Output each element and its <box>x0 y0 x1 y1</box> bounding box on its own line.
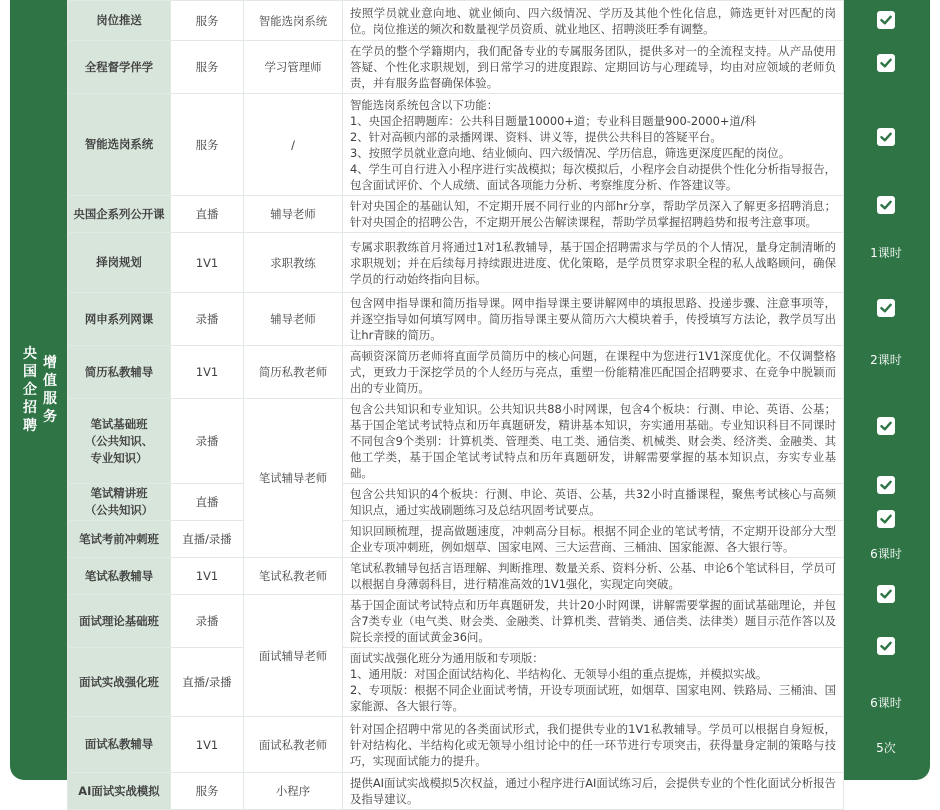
category-label-char: 值 <box>43 373 57 389</box>
table-row <box>68 196 844 233</box>
table-row <box>68 648 844 717</box>
delivery-mode: 直播 <box>171 196 244 233</box>
provider: 面试私教老师 <box>244 717 343 773</box>
delivery-mode: 录播 <box>171 293 244 346</box>
table-row <box>68 41 844 94</box>
provider: 面试辅导老师 <box>244 595 343 717</box>
table-row <box>68 558 844 595</box>
service-table <box>67 0 843 806</box>
service-name: 笔试私教辅导 <box>68 558 171 595</box>
service-description: 智能选岗系统包含以下功能： 1、央国企招聘题库：公共科目题量10000+道；专业科目题量900-2000+道/科 2、针对高顿内部的录播网课、资料、讲义等，提供公共科目的答疑平台。 3、按照学员就业意向地、结业倾向、四六级情况、学历信息，筛选更深度匹配的岗位。 4、学生可自行进入小程序进行实战模拟；每次模拟后，小程序会自动提供个性化分析指导报告，包含面试评价、个人成绩、面试各项能力分析、考察维度分析、作答建议等。 <box>343 94 844 196</box>
table-row <box>68 717 844 773</box>
service-name: 央国企系列公开课 <box>68 196 171 233</box>
service-name: 面试实战强化班 <box>68 648 171 717</box>
service-name: 择岗规划 <box>68 233 171 293</box>
category-label-char: 央 <box>23 346 37 362</box>
service-description: 包含公共知识的4个板块：行测、申论、英语、公基，共32小时直播课程，聚焦考试核心与高频知识点，通过实战刷题练习及总结巩固考试要点。 <box>343 484 844 521</box>
service-description: 在学员的整个学籍期内，我们配备专业的专属服务团队，提供多对一的全流程支持。从产品使用答疑、个性化求职规划，到日常学习的进度跟踪、定期回访与心理疏导，均由对应领域的老师负责，并有服务监督确保体验。 <box>343 41 844 94</box>
service-name: 全程督学伴学 <box>68 41 171 94</box>
table-row <box>68 521 844 558</box>
delivery-mode: 直播 <box>171 484 244 521</box>
category-label-column-1 <box>23 345 37 435</box>
service-name: 笔试基础班 （公共知识、 专业知识） <box>68 399 171 484</box>
included-check-icon <box>843 86 929 188</box>
check-icon <box>877 196 895 214</box>
included-check-icon <box>843 40 929 86</box>
service-name: 岗位推送 <box>68 1 171 41</box>
service-name: 面试私教辅导 <box>68 717 171 773</box>
service-description: 面试实战强化班分为通用版和专项版： 1、通用版：对国企面试结构化、半结构化、无领导小组的重点提炼，并模拟实战。 2、专项版：根据不同企业面试考情，开设专项面试班，如烟草、国家电网、铁路局、三桶油、国家能源、各大银行等。 <box>343 648 844 717</box>
included-check-icon <box>843 384 929 468</box>
delivery-mode: 直播/录播 <box>171 648 244 717</box>
category-label-char: 企 <box>23 382 37 398</box>
provider: 笔试私教老师 <box>244 558 343 595</box>
provider: 笔试辅导老师 <box>244 399 343 558</box>
table-row <box>68 773 844 810</box>
check-icon <box>877 299 895 317</box>
delivery-mode: 1V1 <box>171 717 244 773</box>
table-row <box>68 233 844 293</box>
delivery-mode: 1V1 <box>171 346 244 399</box>
table-row <box>68 595 844 648</box>
provider: 小程序 <box>244 773 343 810</box>
category-label <box>14 0 66 780</box>
service-description: 专属求职教练首月将通过1对1私教辅导，基于国企招聘需求与学员的个人情况，量身定制清晰的求职规划；并在后续每月持续跟进进度、优化策略，是学员贯穿求职全程的私人战略顾问，确保学员的行动始终指向目标。 <box>343 233 844 293</box>
provider: 求职教练 <box>244 233 343 293</box>
provider: 辅导老师 <box>244 293 343 346</box>
provider: 简历私教老师 <box>244 346 343 399</box>
table-row <box>68 346 844 399</box>
table-row <box>68 94 844 196</box>
category-label-char: 国 <box>23 364 37 380</box>
delivery-mode: 录播 <box>171 595 244 648</box>
delivery-mode: 服务 <box>171 41 244 94</box>
category-label-char: 聘 <box>23 418 37 434</box>
provider: 辅导老师 <box>244 196 343 233</box>
table-row <box>68 399 844 484</box>
check-icon <box>877 417 895 435</box>
check-icon <box>877 637 895 655</box>
service-quantity: 6课时 <box>870 695 902 710</box>
table-row <box>68 1 844 41</box>
delivery-mode: 服务 <box>171 94 244 196</box>
included-check-icon <box>843 570 929 618</box>
service-quantity: 2课时 <box>870 352 902 367</box>
included-check-icon <box>843 0 929 40</box>
table-row <box>68 484 844 521</box>
service-quantity: 1课时 <box>870 245 902 260</box>
check-icon <box>877 128 895 146</box>
included-check-icon <box>843 618 929 674</box>
service-quantity: 6课时 <box>870 546 902 561</box>
service-name: 面试理论基础班 <box>68 595 171 648</box>
service-name: 笔试考前冲刺班 <box>68 521 171 558</box>
check-icon <box>877 11 895 29</box>
category-label-char: 招 <box>23 400 37 416</box>
value-column <box>843 0 929 779</box>
check-icon <box>877 585 895 603</box>
delivery-mode: 录播 <box>171 399 244 484</box>
service-description: 知识回顾梳理，提高做题速度，冲刺高分目标。根据不同企业的笔试考情，不定期开设部分大型企业专项冲刺班，例如烟草、国家电网、三大运营商、三桶油、国家能源、各大银行等。 <box>343 521 844 558</box>
service-name: 智能选岗系统 <box>68 94 171 196</box>
category-label-char: 增 <box>43 355 57 371</box>
check-icon <box>877 54 895 72</box>
service-description: 针对央国企的基础认知，不定期开展不同行业的内部hr分享，帮助学员深入了解更多招聘消息；针对央国企的招聘公告，不定期开展公告解读课程，帮助学员掌握招聘趋势和报考注意事项。 <box>343 196 844 233</box>
service-description: 提供AI面试实战模拟5次权益，通过小程序进行AI面试练习后，会提供专业的个性化面试分析报告及指导建议。 <box>343 773 844 810</box>
delivery-mode: 服务 <box>171 773 244 810</box>
delivery-mode: 直播/录播 <box>171 521 244 558</box>
included-check-icon <box>843 188 929 222</box>
provider: 智能选岗系统 <box>244 1 343 41</box>
table-row <box>68 293 844 346</box>
service-description: 包含公共知识和专业知识。公共知识共88小时网课，包含4个板块：行测、申论、英语、公基；基于国企笔试考试特点和历年真题研发，精讲基本知识，夯实通用基础。专业知识科目不同课时不同包含9个类别：计算机类、管理类、电工类、通信类、机械类、财会类、经济类、金融类、其他工学类，基于国企笔试考试特点和历年真题研发，讲解需要掌握的基本知识点，夯实专业基础。 <box>343 399 844 484</box>
check-icon <box>877 476 895 494</box>
service-description: 包含网申指导课和简历指导课。网申指导课主要讲解网申的填报思路、投递步骤、注意事项等，并逐空指导如何填写网申。简历指导课主要从简历六大模块着手，传授填写方法论，教学员写出让hr青睐的简历。 <box>343 293 844 346</box>
provider: 学习管理师 <box>244 41 343 94</box>
included-check-icon <box>843 502 929 536</box>
provider: / <box>244 94 343 196</box>
service-description: 按照学员就业意向地、就业倾向、四六级情况、学历及其他个性化信息，筛选更针对匹配的岗位。岗位推送的频次和数量视学员资质、就业地区、招聘淡旺季有调整。 <box>343 1 844 41</box>
category-label-char: 务 <box>43 409 57 425</box>
service-quantity: 5次 <box>876 740 896 755</box>
check-icon <box>877 510 895 528</box>
delivery-mode: 1V1 <box>171 233 244 293</box>
service-description: 基于国企面试考试特点和历年真题研发，共计20小时网课，讲解需要掌握的面试基础理论，并包含7类专业（电气类、财会类、金融类、计算机类、营销类、通信类、法律类）题目示范作答以及院长亲授的面试黄金36问。 <box>343 595 844 648</box>
service-name: 网申系列网课 <box>68 293 171 346</box>
category-label-column-2 <box>43 354 57 426</box>
service-description: 高顿资深简历老师将直面学员简历中的核心问题，在课程中为您进行1V1深度优化。不仅调整格式，更致力于深挖学员的个人经历与亮点，重塑一份能精准匹配国企招聘要求、在竞争中脱颖而出的专业简历。 <box>343 346 844 399</box>
included-check-icon <box>843 468 929 502</box>
service-name: 笔试精讲班 （公共知识） <box>68 484 171 521</box>
service-description: 针对国企招聘中常见的各类面试形式，我们提供专业的1V1私教辅导。学员可以根据自身短板，针对结构化、半结构化或无领导小组讨论中的任一环节进行专项突击，获得量身定制的策略与技巧，实现面试能力的提升。 <box>343 717 844 773</box>
included-check-icon <box>843 282 929 334</box>
delivery-mode: 1V1 <box>171 558 244 595</box>
category-label-char: 服 <box>43 391 57 407</box>
service-description: 笔试私教辅导包括言语理解、判断推理、数量关系、资料分析、公基、申论6个笔试科目，学员可以根据自身薄弱科目，进行精准高效的1V1强化，实现定向突破。 <box>343 558 844 595</box>
service-name: 简历私教辅导 <box>68 346 171 399</box>
delivery-mode: 服务 <box>171 1 244 41</box>
service-name: AI面试实战模拟 <box>68 773 171 810</box>
